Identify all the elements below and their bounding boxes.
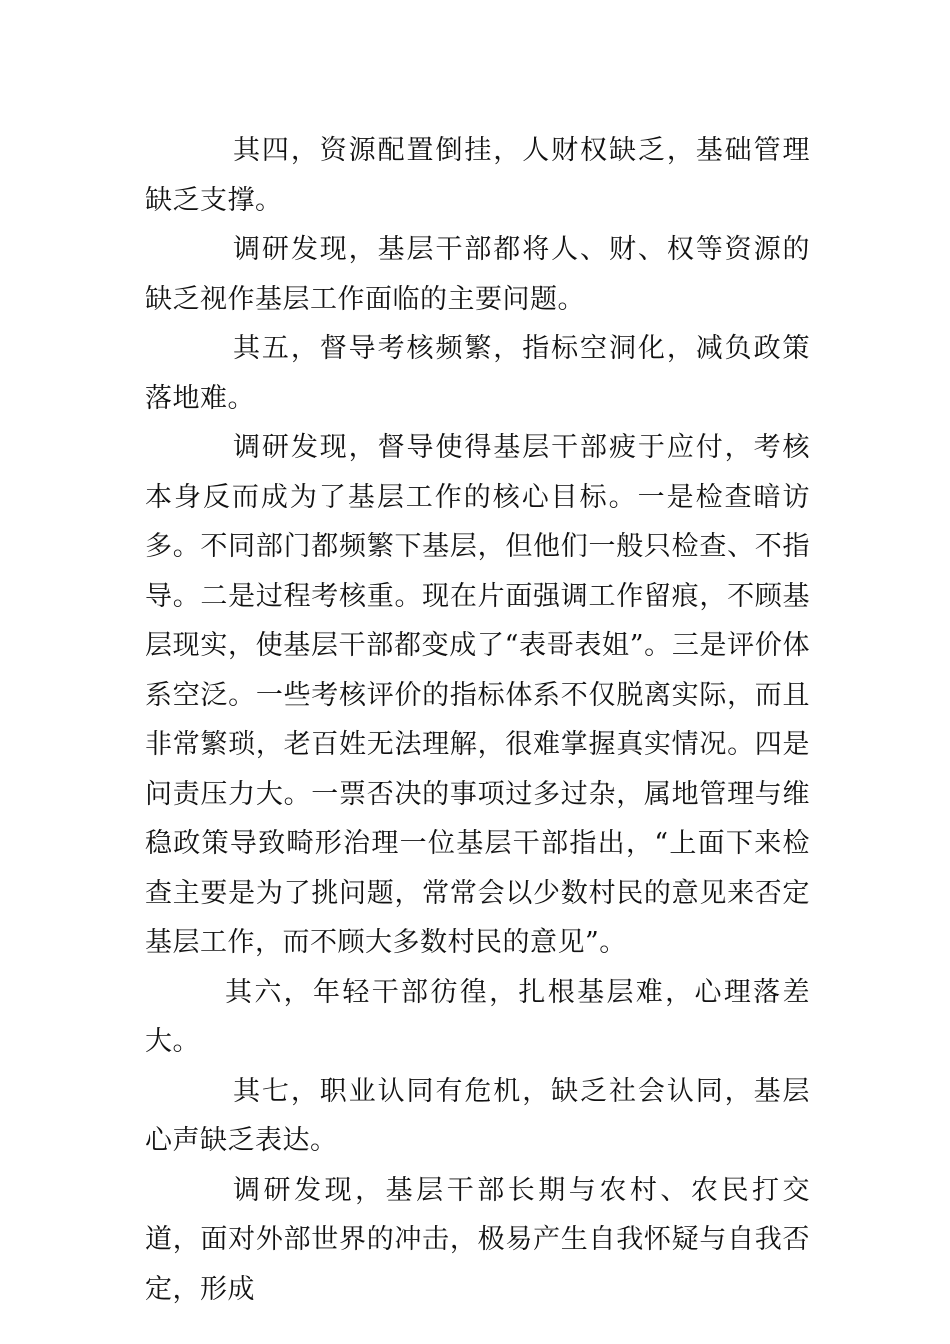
paragraph-supervision-findings: 调研发现，督导使得基层干部疲于应付，考核本身反而成为了基层工作的核心目标。一是检查暗访多。不同部门都频繁下基层，但他们一般只检查、不指导。二是过程考核重。现在片面强调工作留痕，不顾基层现实，使基层干部都变成了“表哥表姐”。三是评价体系空泛。一些考核评价的指标体系不仅脱离实际，而且非常繁琐，老百姓无法理解，很难掌握真实情况。四是问责压力大。一票否决的事项过多过杂，属地管理与维稳政策导致畸形治理一位基层干部指出，“上面下来检查主要是为了挑问题，常常会以少数村民的意见来否定基层工作，而不顾大多数村民的意见”。 — [145, 432, 810, 958]
paragraph-supervision-assessment: 其五，督导考核频繁，指标空洞化，减负政策落地难。 — [145, 333, 810, 414]
paragraph-resource-allocation: 其四，资源配置倒挂，人财权缺乏，基础管理缺乏支撑。 — [145, 135, 810, 216]
paragraph-identity-findings: 调研发现，基层干部长期与农村、农民打交道，面对外部世界的冲击，极易产生自我怀疑与自我否定，形成 — [145, 1174, 810, 1305]
paragraph-professional-identity: 其七，职业认同有危机，缺乏社会认同，基层心声缺乏表达。 — [145, 1075, 810, 1156]
paragraph-young-cadres: 其六，年轻干部彷徨，扎根基层难，心理落差大。 — [145, 976, 810, 1057]
document-body — [145, 126, 810, 1314]
paragraph-resource-findings: 调研发现，基层干部都将人、财、权等资源的缺乏视作基层工作面临的主要问题。 — [145, 234, 810, 315]
